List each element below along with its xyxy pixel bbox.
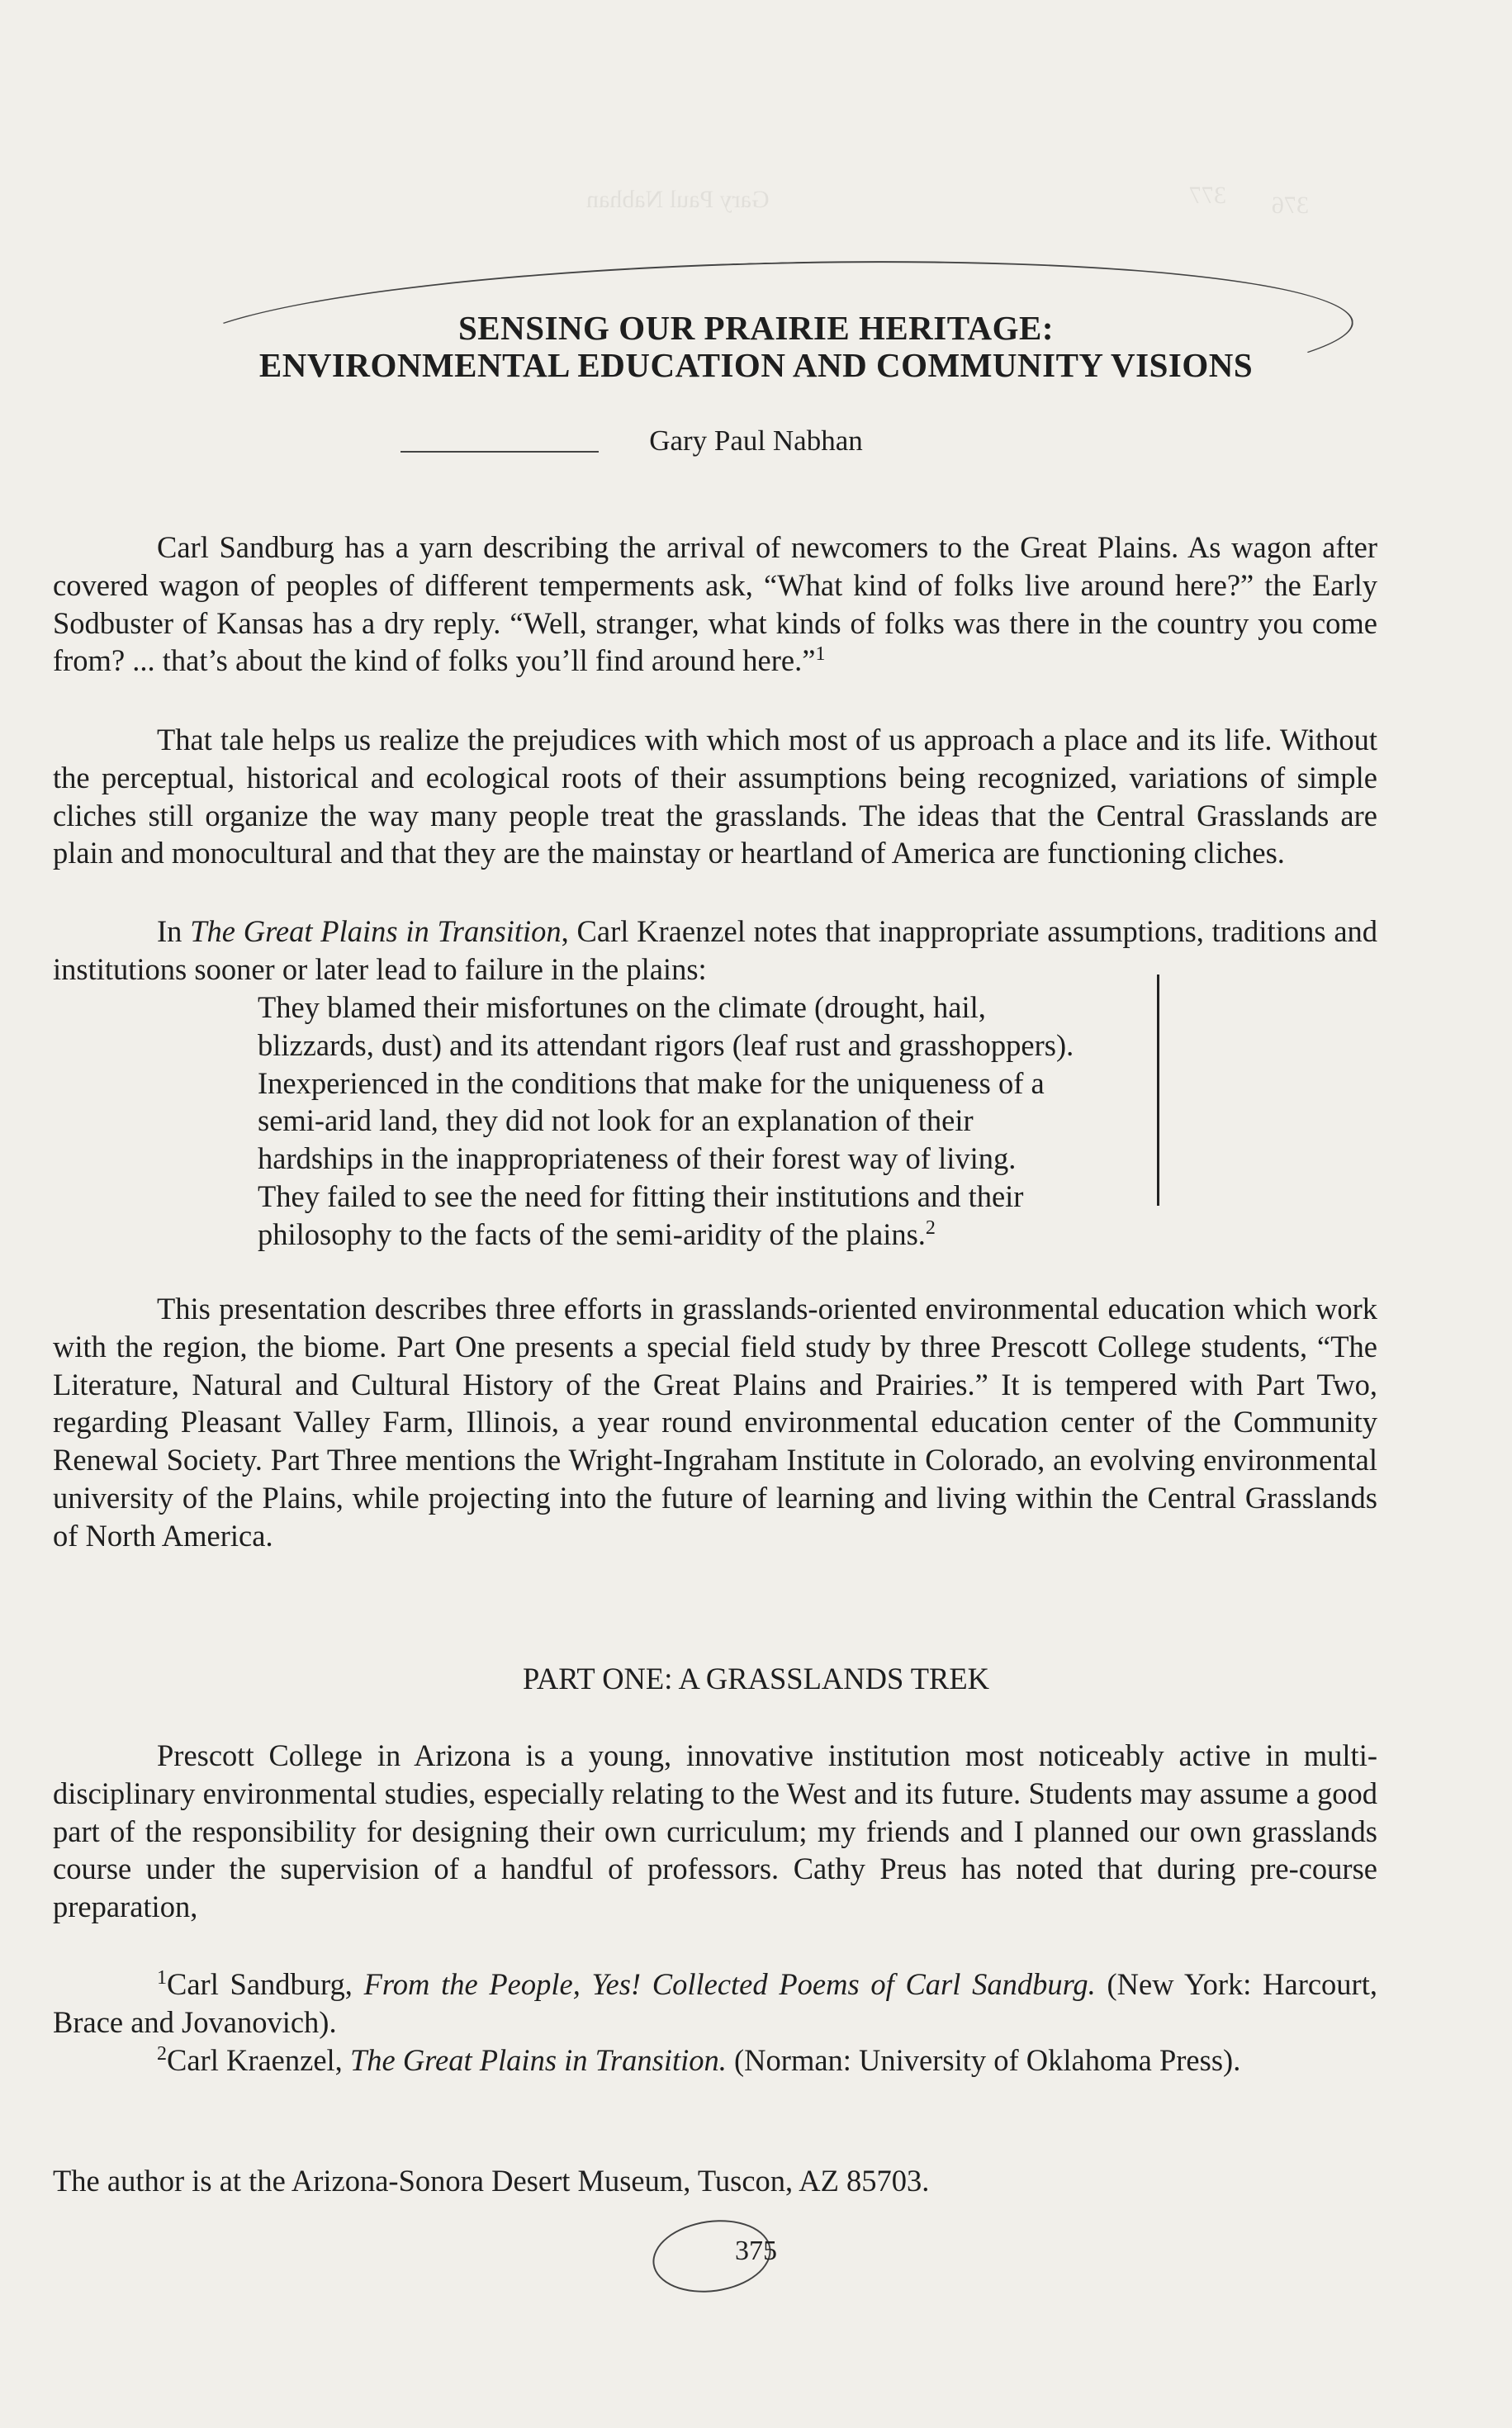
section-heading: PART ONE: A GRASSLANDS TREK [522, 1662, 990, 1695]
paragraph-1 [53, 529, 1377, 680]
footnote-2-italic: The Great Plains in Transition. [349, 2043, 727, 2077]
block-quote [258, 989, 1083, 1254]
paragraph-3 [53, 913, 1377, 989]
footnote-1 [53, 1966, 1377, 2042]
footnote-mark-1: 1 [815, 643, 826, 666]
paragraph-4: This presentation describes three efforts in grasslands-oriented environmental education which work with the region, the biome. Part One presents a special field study by three Prescott College students, “The Literature, Natural and Cultural History of the Great Plains and Prairies.” It is tempered with Part Two, regarding Pleasant Valley Farm, Illinois, a year round environmental education center of the Community Renewal Society. Part Three mentions the Wright-Ingraham Institute in Colorado, an evolving environmental university of the Plains, while projecting into the future of learning and living within the Central Grasslands of North America. [53, 1292, 1377, 1553]
block-quote-text: They blamed their misfortunes on the climate (drought, hail, blizzards, dust) and its attendant rigors (leaf rust and grasshoppers). Inexperienced in the conditions that make for the uniqueness of a semi-arid land, they did not look for an explanation of their hardships in the inappropriateness of their forest way of living. They failed to see the need for fitting their institutions and their philosophy to the facts of the semi-aridity of the plains. [258, 990, 1074, 1251]
handwritten-underline [401, 451, 599, 453]
footnote-2-mark: 2 [157, 2042, 167, 2065]
footnote-2-after: (Norman: University of Oklahoma Press). [726, 2043, 1241, 2077]
bleed-through-running-head: Gary Paul Nabhan [586, 186, 770, 213]
handwritten-margin-line [1157, 975, 1159, 1206]
footnote-2-before: Carl Kraenzel, [167, 2043, 350, 2077]
footnote-1-after: (New York: Harcourt, Brace and Jovanovich). [53, 1967, 1377, 2039]
paragraph-2: That tale helps us realize the prejudices with which most of us approach a place and its life. Without the perceptual, historical and ecological roots of their assumptions being recognized, variations of simple cliches still organize the way many people treat the grasslands. The ideas that the Central Grasslands are plain and monocultural and that they are the mainstay or heartland of America are functioning cliches. [53, 723, 1377, 870]
paragraph-3-before: In [157, 914, 191, 948]
book-title-italic: The Great Plains in Transition [190, 914, 562, 948]
paragraph-1-text: Carl Sandburg has a yarn describing the arrival of newcomers to the Great Plains. As wagon after covered wagon of peoples of different temperments ask, “What kind of folks live around here?” the Early Sodbuster of Kansas has a dry reply. “Well, stranger, what kinds of folks was there in the country you come from? ... that’s about the kind of folks you’ll find around here.” [53, 530, 1377, 678]
footnote-1-mark: 1 [157, 1966, 167, 1989]
paper-title-line-1: SENSING OUR PRAIRIE HERITAGE: [457, 309, 1055, 347]
paragraph-3-after: , Carl Kraenzel notes that inappropriate assumptions, traditions and institutions sooner or later lead to failure in the plains: [53, 914, 1378, 986]
footnote-mark-2: 2 [925, 1216, 936, 1239]
page-number: 375 [735, 2236, 777, 2266]
author-name: Gary Paul Nabhan [649, 424, 863, 457]
paper-title-line-2: ENVIRONMENTAL EDUCATION AND COMMUNITY VISIONS [258, 346, 1254, 384]
bleed-through-page-number-2: 377 [1189, 182, 1226, 209]
bleed-through-page-number: 376 [1272, 192, 1309, 219]
footnote-2 [53, 2042, 1377, 2079]
footnote-1-italic: From the People, Yes! Collected Poems of Carl Sandburg. [363, 1967, 1096, 2001]
paragraph-5: Prescott College in Arizona is a young, innovative institution most noticeably active in multi-disciplinary environmental studies, especially relating to the West and its future. Students may assume a good part of the responsibility for designing their own curriculum; my friends and I planned our own grasslands course under the supervision of a handful of professors. Cathy Preus has noted that during pre-course preparation, [53, 1738, 1377, 1924]
author-affiliation: The author is at the Arizona-Sonora Desert Museum, Tuscon, AZ 85703. [53, 2164, 930, 2198]
footnote-1-before: Carl Sandburg, [167, 1967, 364, 2001]
